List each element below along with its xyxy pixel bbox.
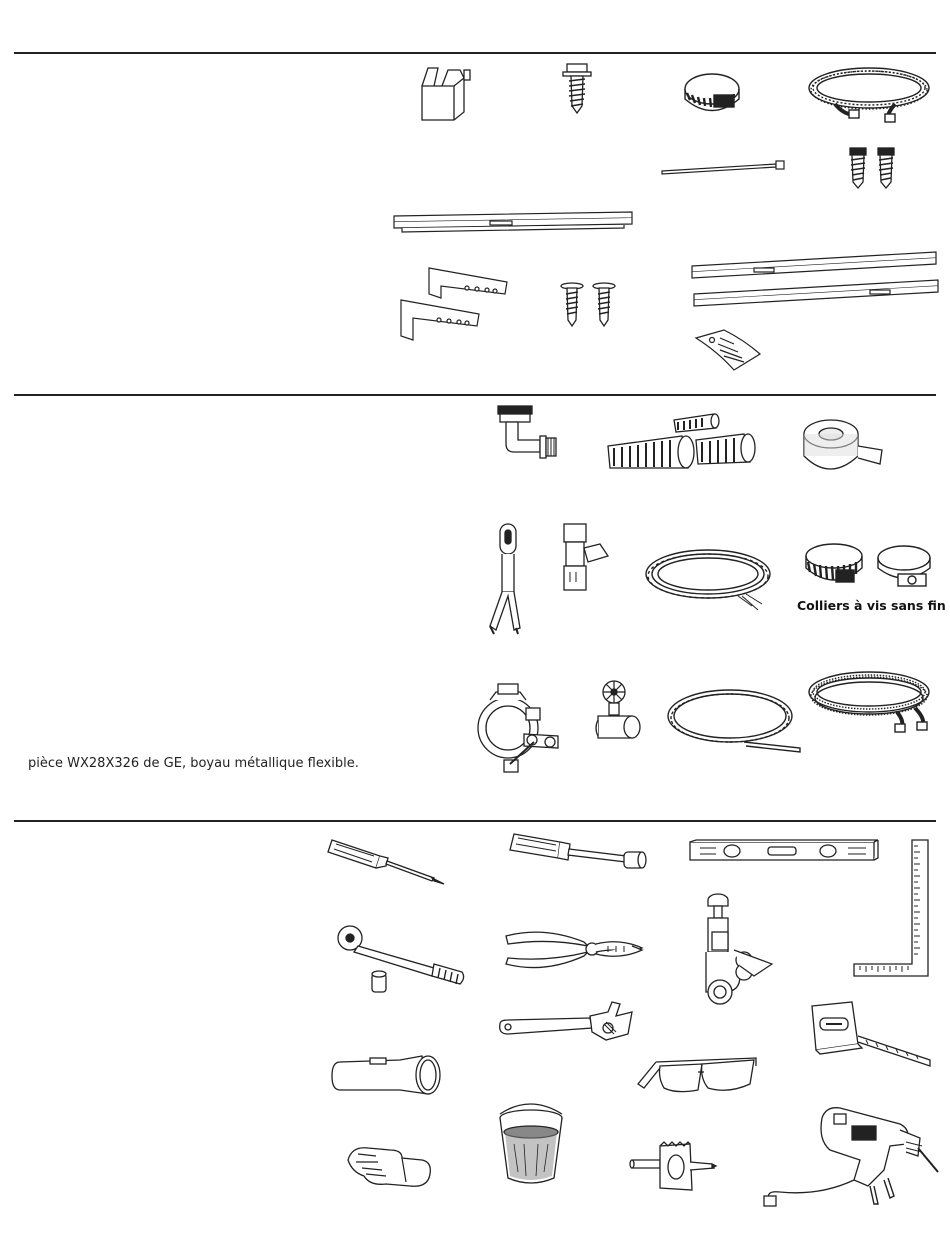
drill-icon xyxy=(760,1100,940,1210)
rail-icon xyxy=(392,208,636,236)
junction-box-icon xyxy=(474,680,566,776)
coiled-tubing-icon xyxy=(642,544,778,620)
nut-driver-icon xyxy=(506,830,648,874)
duct-tape-icon xyxy=(800,416,886,478)
coiled-hose-icon xyxy=(805,64,935,126)
tubing-cutter-icon xyxy=(694,892,774,1010)
flexible-hose-note: pièce WX28X326 de GE, boyau métallique flexible. xyxy=(28,756,359,771)
shutoff-valve-icon xyxy=(592,680,646,750)
instruction-sheet-icon xyxy=(694,328,764,372)
flashlight-icon xyxy=(330,1052,444,1100)
gloves-icon xyxy=(346,1140,436,1192)
hose-clamp-icon xyxy=(682,67,742,117)
phillips-screwdriver-icon xyxy=(326,834,448,886)
elbow-fitting-icon xyxy=(496,404,562,464)
adjustable-wrench-icon xyxy=(496,1000,634,1046)
copper-tubing-coil-icon xyxy=(664,684,804,754)
pliers-icon xyxy=(504,924,644,976)
level-icon xyxy=(688,838,878,866)
y-connector-icon xyxy=(486,522,530,636)
bucket-icon xyxy=(496,1104,566,1186)
section-divider-bottom xyxy=(14,820,936,822)
rail-pair-icon xyxy=(690,250,940,310)
screw-pair-small-icon xyxy=(558,282,618,328)
braided-hose-icon xyxy=(805,668,937,734)
tape-measure-icon xyxy=(806,1000,934,1070)
screw-pair-icon xyxy=(845,146,901,190)
hex-screw-icon xyxy=(560,62,594,114)
carpenter-square-icon xyxy=(852,838,932,980)
wire-nuts-icon xyxy=(604,410,760,474)
section-divider-top xyxy=(14,52,936,54)
cable-tie-icon xyxy=(660,158,786,176)
socket-wrench-icon xyxy=(334,922,468,1002)
section-divider-middle xyxy=(14,394,936,396)
tee-fitting-icon xyxy=(556,522,612,594)
worm-clamps-label: Colliers à vis sans fin xyxy=(797,598,946,613)
hole-saw-icon xyxy=(630,1140,716,1194)
safety-glasses-icon xyxy=(636,1054,762,1096)
l-bracket-pair-icon xyxy=(397,264,509,346)
worm-clamps-icon xyxy=(802,540,936,596)
bracket-icon xyxy=(418,64,478,122)
